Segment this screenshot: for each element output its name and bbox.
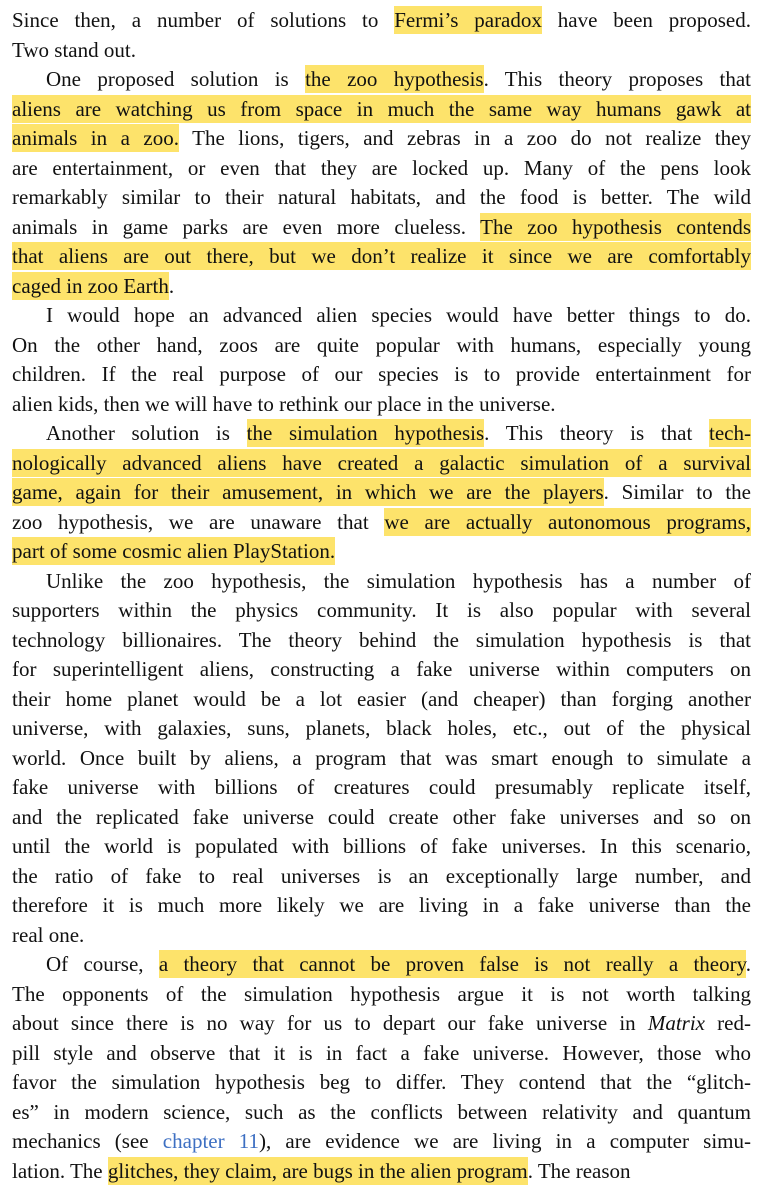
text-segment: are entertainment, or even that they are locked up. Many of the pens look: [12, 155, 751, 180]
highlighted-text: tech-: [709, 421, 752, 445]
text-line: [12, 63, 751, 96]
text-line: [12, 594, 751, 627]
highlighted-text: part of some cosmic alien PlayStation.: [12, 539, 336, 563]
text-line: [12, 860, 751, 893]
highlighted-text: the simulation hypothesis: [246, 421, 485, 445]
highlighted-text: caged in zoo Earth: [12, 273, 169, 298]
text-segment: and the replicated fake universe could create other fake universes and so on: [12, 804, 751, 829]
text-segment: have been proposed.: [541, 8, 751, 32]
text-segment: Since then, a number of solutions to: [12, 8, 395, 32]
text-line: [12, 1096, 751, 1129]
italic-text: Matrix: [647, 1011, 705, 1035]
text-segment: . The reason: [527, 1158, 631, 1183]
highlighted-text: a theory that cannot be proven false is not really a theory: [158, 952, 746, 976]
text-segment: One proposed solution is: [46, 67, 306, 91]
text-segment: Two stand out.: [12, 37, 136, 62]
text-segment: about since there is no way for us to depart our fake universe in: [12, 1011, 648, 1035]
text-segment: universe, with galaxies, suns, planets, black holes, etc., out of the physical: [12, 716, 751, 740]
text-segment: es” in modern science, such as the conflicts between relativity and quantum: [12, 1099, 751, 1124]
text-segment: animals in game parks are even more clueless.: [12, 214, 481, 239]
text-line: [12, 506, 751, 539]
text-segment: mechanics (see: [12, 1129, 163, 1153]
text-segment: real one.: [12, 922, 85, 947]
text-line: [12, 329, 751, 362]
text-segment: . This theory proposes that: [483, 67, 751, 91]
text-line: [12, 535, 751, 568]
chapter-link[interactable]: chapter 11: [162, 1129, 259, 1153]
text-line: [12, 1155, 751, 1188]
text-segment: fake universe with billions of creatures could presumably replicate itself,: [12, 775, 751, 799]
text-line: [12, 948, 751, 981]
text-line: [12, 919, 751, 952]
text-line: [12, 152, 751, 185]
text-segment: lation. The: [12, 1158, 108, 1183]
text-segment: children. If the real purpose of our species is to provide entertainment for: [12, 362, 751, 386]
text-line: [12, 211, 751, 244]
text-segment: red-: [705, 1011, 751, 1035]
text-line: [12, 93, 751, 126]
highlighted-text: The zoo hypothesis contends: [480, 214, 751, 239]
text-segment: Unlike the zoo hypothesis, the simulation hypothesis has a number of: [46, 568, 751, 593]
text-line: [12, 683, 751, 716]
text-segment: . Similar to the: [603, 480, 751, 504]
highlighted-text: the zoo hypothesis: [305, 67, 484, 91]
text-line: [12, 34, 751, 67]
text-line: [12, 417, 751, 450]
text-segment: therefore it is much more likely we are living in a fake universe than the: [12, 893, 751, 917]
text-line: [12, 742, 751, 775]
highlighted-text: we are actually autonomous programs,: [384, 509, 751, 534]
highlighted-text: Fermi’s paradox: [394, 8, 542, 32]
text-segment: technology billionaires. The theory behind the simulation hypothesis is that: [12, 627, 751, 652]
text-line: [12, 388, 751, 421]
text-line: [12, 299, 751, 332]
highlighted-text: glitches, they claim, are bugs in the alien program: [107, 1158, 528, 1183]
text-segment: favor the simulation hypothesis beg to differ. They contend that the “glitch-: [12, 1070, 751, 1094]
text-line: [12, 270, 751, 303]
text-line: [12, 447, 751, 480]
text-line: [12, 978, 751, 1011]
highlighted-text: that aliens are out there, but we don’t realize it since we are comfortably: [12, 244, 751, 268]
text-line: [12, 358, 751, 391]
text-line: [12, 1066, 751, 1099]
text-line: [12, 712, 751, 745]
text-line: [12, 653, 751, 686]
text-line: [12, 240, 751, 273]
text-segment: The lions, tigers, and zebras in a zoo do not realize they: [179, 126, 751, 150]
text-line: [12, 624, 751, 657]
text-line: [12, 889, 751, 922]
text-segment: I would hope an advanced alien species would have better things to do.: [46, 303, 751, 327]
text-segment: for superintelligent aliens, constructing a fake universe within computers on: [12, 657, 751, 681]
text-segment: pill style and observe that it is in fact a fake universe. However, those who: [12, 1040, 751, 1065]
text-line: [12, 565, 751, 598]
text-segment: .: [168, 273, 175, 298]
text-line: [12, 801, 751, 834]
text-line: [12, 1037, 751, 1070]
highlighted-text: game, again for their amusement, in which we are the players: [12, 480, 604, 504]
text-segment: until the world is populated with billions of fake universes. In this scenario,: [12, 834, 751, 858]
text-line: [12, 830, 751, 863]
highlighted-text: animals in a zoo.: [12, 126, 180, 150]
text-segment: remarkably similar to their natural habitats, and the food is better. The wild: [12, 185, 751, 209]
text-line: [12, 1007, 751, 1040]
text-segment: their home planet would be a lot easier (and cheaper) than forging another: [12, 686, 751, 711]
text-segment: world. Once built by aliens, a program that was smart enough to simulate a: [12, 745, 751, 770]
text-segment: . This theory is that: [484, 421, 710, 445]
text-line: [12, 1125, 751, 1158]
text-segment: the ratio of fake to real universes is an exceptionally large number, and: [12, 863, 751, 888]
text-segment: On the other hand, zoos are quite popular with humans, especially young: [12, 332, 751, 357]
highlighted-text: aliens are watching us from space in much the same way humans gawk at: [12, 96, 751, 121]
text-line: [12, 181, 751, 214]
text-line: [12, 122, 751, 155]
text-segment: Of course,: [46, 952, 159, 976]
text-segment: Another solution is: [46, 421, 247, 445]
text-line: [12, 476, 751, 509]
text-segment: ), are evidence we are living in a computer simu-: [259, 1129, 752, 1153]
text-segment: supporters within the physics community. It is also popular with several: [12, 598, 751, 622]
text-line: [12, 771, 751, 804]
text-segment: The opponents of the simulation hypothesis argue it is not worth talking: [12, 981, 751, 1006]
text-segment: zoo hypothesis, we are unaware that: [12, 509, 385, 534]
text-line: [12, 4, 751, 37]
text-segment: .: [745, 952, 751, 976]
text-segment: alien kids, then we will have to rethink our place in the universe.: [12, 391, 556, 416]
highlighted-text: nologically advanced aliens have created a galactic simulation of a survival: [12, 450, 751, 475]
